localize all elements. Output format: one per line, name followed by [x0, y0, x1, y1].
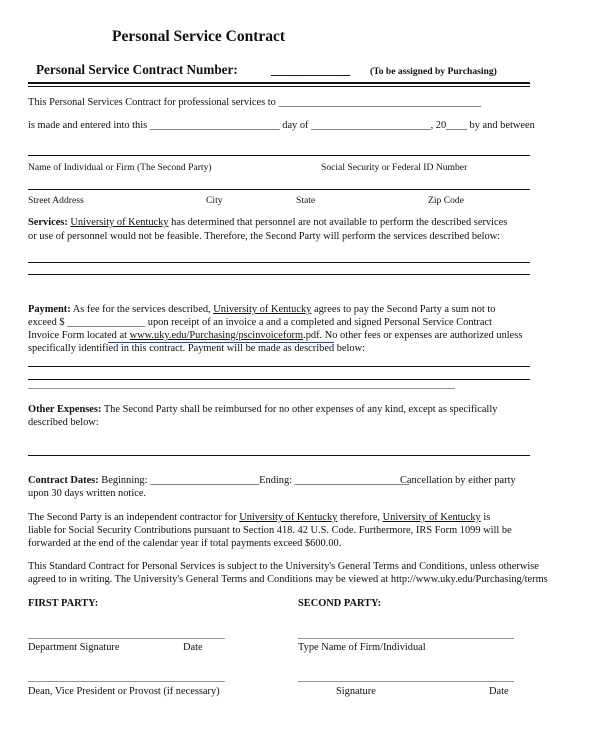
independent-line-3: forwarded at the end of the calendar year if total payments exceed $600.00.: [28, 538, 342, 549]
services-label: Services:: [28, 217, 68, 228]
header-divider: [28, 82, 530, 84]
contract-dates-line-1[interactable]: [28, 475, 409, 486]
independent-text-1c: therefore,: [337, 512, 383, 523]
independent-text-1e: is: [480, 512, 491, 523]
payment-university: University of Kentucky: [213, 304, 312, 315]
payment-line-2[interactable]: exceed $ _______________ upon receipt of an invoice a and a completed and signed Personal Service Contract: [28, 317, 492, 328]
department-signature-blank[interactable]: _________________________________________: [28, 630, 225, 641]
signature-label: Signature: [336, 686, 376, 697]
type-name-label: Type Name of Firm/Individual: [298, 642, 426, 653]
second-party-signature-blank[interactable]: _____________________________________________: [298, 673, 514, 684]
independent-university-1: University of Kentucky: [239, 512, 338, 523]
other-expenses-label: Other Expenses:: [28, 404, 102, 415]
services-blank-1[interactable]: [28, 262, 530, 263]
payment-text-3a: Invoice Form located at: [28, 330, 130, 341]
independent-line-1: [28, 512, 490, 523]
services-university: University of Kentucky: [70, 217, 169, 228]
services-line-1: [28, 217, 507, 228]
services-line-2: or use of personnel would not be feasible. Therefore, the Second Party will perform the services described below:: [28, 231, 501, 242]
other-expenses-text-1: The Second Party shall be reimbursed for no other expenses of any kind, except as specifically: [101, 404, 498, 415]
dean-label: Dean, Vice President or Provost (if necessary): [28, 686, 220, 697]
header-divider-thin: [28, 86, 530, 87]
dean-signature-blank[interactable]: _________________________________________: [28, 673, 225, 684]
other-expenses-blank[interactable]: [28, 455, 530, 456]
contract-dates-label: Contract Dates:: [28, 475, 99, 486]
terms-line-2: agreed to in writing. The University's General Terms and Conditions may be viewed at http://www.uky.edu/Purchasing/terms: [28, 574, 548, 585]
services-blank-2[interactable]: [28, 274, 530, 275]
payment-text-1a: As fee for the services described,: [70, 304, 214, 315]
intro-line-2[interactable]: is made and entered into this _________________________ day of _______________________, 20____ by and between: [28, 120, 535, 131]
invoice-form-link[interactable]: www.uky.edu/Purchasing/pscinvoiceform: [129, 330, 304, 341]
ssn-label: Social Security or Federal ID Number: [321, 162, 468, 173]
address-rule: [28, 189, 530, 190]
second-party-heading: SECOND PARTY:: [298, 598, 382, 609]
terms-line-1: This Standard Contract for Personal Services is subject to the University's General Terms and Conditions, unless otherwise: [28, 561, 539, 572]
page-title: Personal Service Contract: [112, 28, 286, 45]
contract-dates-fields[interactable]: Beginning: _____________________Ending: ______________________: [98, 475, 409, 486]
city-label: City: [206, 195, 223, 206]
contract-dates-line-2: upon 30 days written notice.: [28, 488, 147, 499]
department-date-label: Date: [183, 642, 203, 653]
payment-line-4: specifically identified in this contract. Payment will be made as described below:: [28, 343, 366, 354]
second-party-date-label: Date: [489, 686, 509, 697]
state-label: State: [296, 195, 316, 206]
party-name-rule: [28, 155, 530, 156]
services-text-1: has determined that personnel are not available to perform the described services: [168, 217, 508, 228]
contract-number-note: (To be assigned by Purchasing): [370, 66, 497, 77]
other-expenses-line-2: described below:: [28, 417, 99, 428]
contract-number-label: Personal Service Contract Number:: [36, 62, 238, 77]
zip-label: Zip Code: [428, 195, 464, 206]
department-signature-label: Department Signature: [28, 642, 120, 653]
intro-line-1[interactable]: This Personal Services Contract for professional services to _______________________________________: [28, 97, 482, 108]
payment-line-3: [28, 330, 522, 341]
independent-university-2: University of Kentucky: [382, 512, 481, 523]
payment-line-1: [28, 304, 495, 315]
payment-blank-1[interactable]: [28, 366, 530, 367]
payment-text-1c: agrees to pay the Second Party a sum not to: [311, 304, 496, 315]
party-name-label: Name of Individual or Firm (The Second Party): [28, 162, 212, 173]
payment-text-3c: .pdf. No other fees or expenses are authorized unless: [303, 330, 523, 341]
first-party-heading: FIRST PARTY:: [28, 598, 99, 609]
contract-number-blank[interactable]: ____________: [271, 62, 351, 77]
cancellation-text: Cancellation by either party: [400, 475, 516, 486]
other-expenses-line-1: [28, 404, 497, 415]
type-name-blank[interactable]: _____________________________________________: [298, 630, 514, 641]
independent-text-1a: The Second Party is an independent contractor for: [28, 512, 240, 523]
payment-blank-3[interactable]: _________________________________________________________________________________________: [28, 380, 455, 391]
payment-label: Payment:: [28, 304, 71, 315]
independent-line-2: liable for Social Security Contributions pursuant to Section 418. 42 U.S. Code. Furthermore, IRS Form 1099 will be: [28, 525, 512, 536]
street-label: Street Address: [28, 195, 84, 206]
